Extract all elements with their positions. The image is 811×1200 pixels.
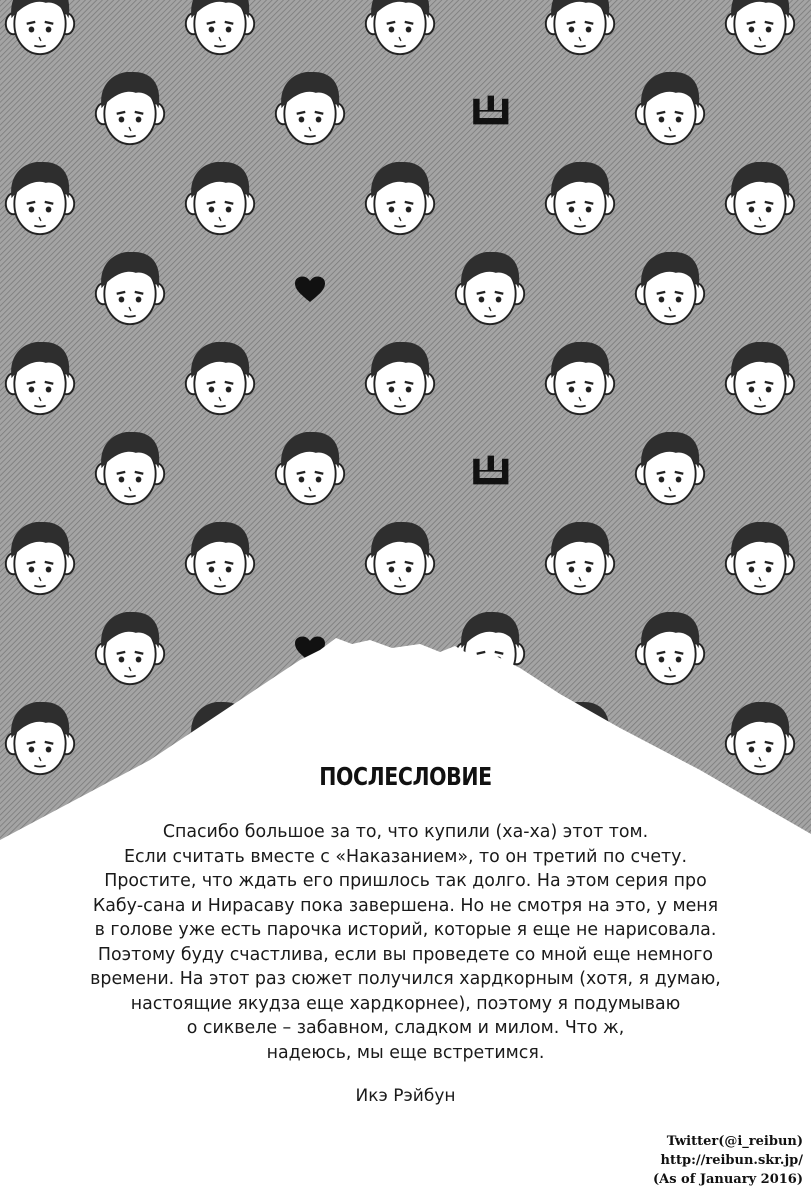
afterword-title: ПОСЛЕСЛОВИЕ <box>319 762 492 791</box>
afterword-line: Если считать вместе с «Наказанием», то он третий по счету. <box>123 846 688 867</box>
afterword-line: надеюсь, мы еще встретимся. <box>266 1042 545 1063</box>
afterword-line: Простите, что ждать его пришлось так долго. На этом серия про <box>104 871 707 891</box>
author-signature: Икэ Рэйбун <box>355 1086 456 1106</box>
afterword-line: Спасибо большое за то, что купили (ха-ха) этот том. <box>162 822 649 842</box>
website-url: http://reibun.skr.jp/ <box>660 1153 803 1168</box>
afterword-body <box>40 820 771 1065</box>
afterword-line: о сиквеле – забавном, сладком и милом. Что ж, <box>186 1018 625 1038</box>
twitter-handle: Twitter(@i_reibun) <box>666 1134 803 1149</box>
afterword-line: в голове уже есть парочка историй, которые я еще не нарисовала. <box>94 920 717 940</box>
author-contact <box>653 1132 803 1189</box>
afterword-line: настоящие якудза еще хардкорнее), поэтому я подумываю <box>130 993 681 1014</box>
afterword-line: Поэтому буду счастлива, если вы проведете со мной еще немного <box>97 944 714 965</box>
date-note: (As of January 2016) <box>652 1172 803 1187</box>
afterword-line: времени. На этот раз сюжет получился хардкорным (хотя, я думаю, <box>90 969 721 989</box>
afterword-line: Кабу-сана и Нирасаву пока завершена. Но не смотря на это, у меня <box>92 895 719 916</box>
